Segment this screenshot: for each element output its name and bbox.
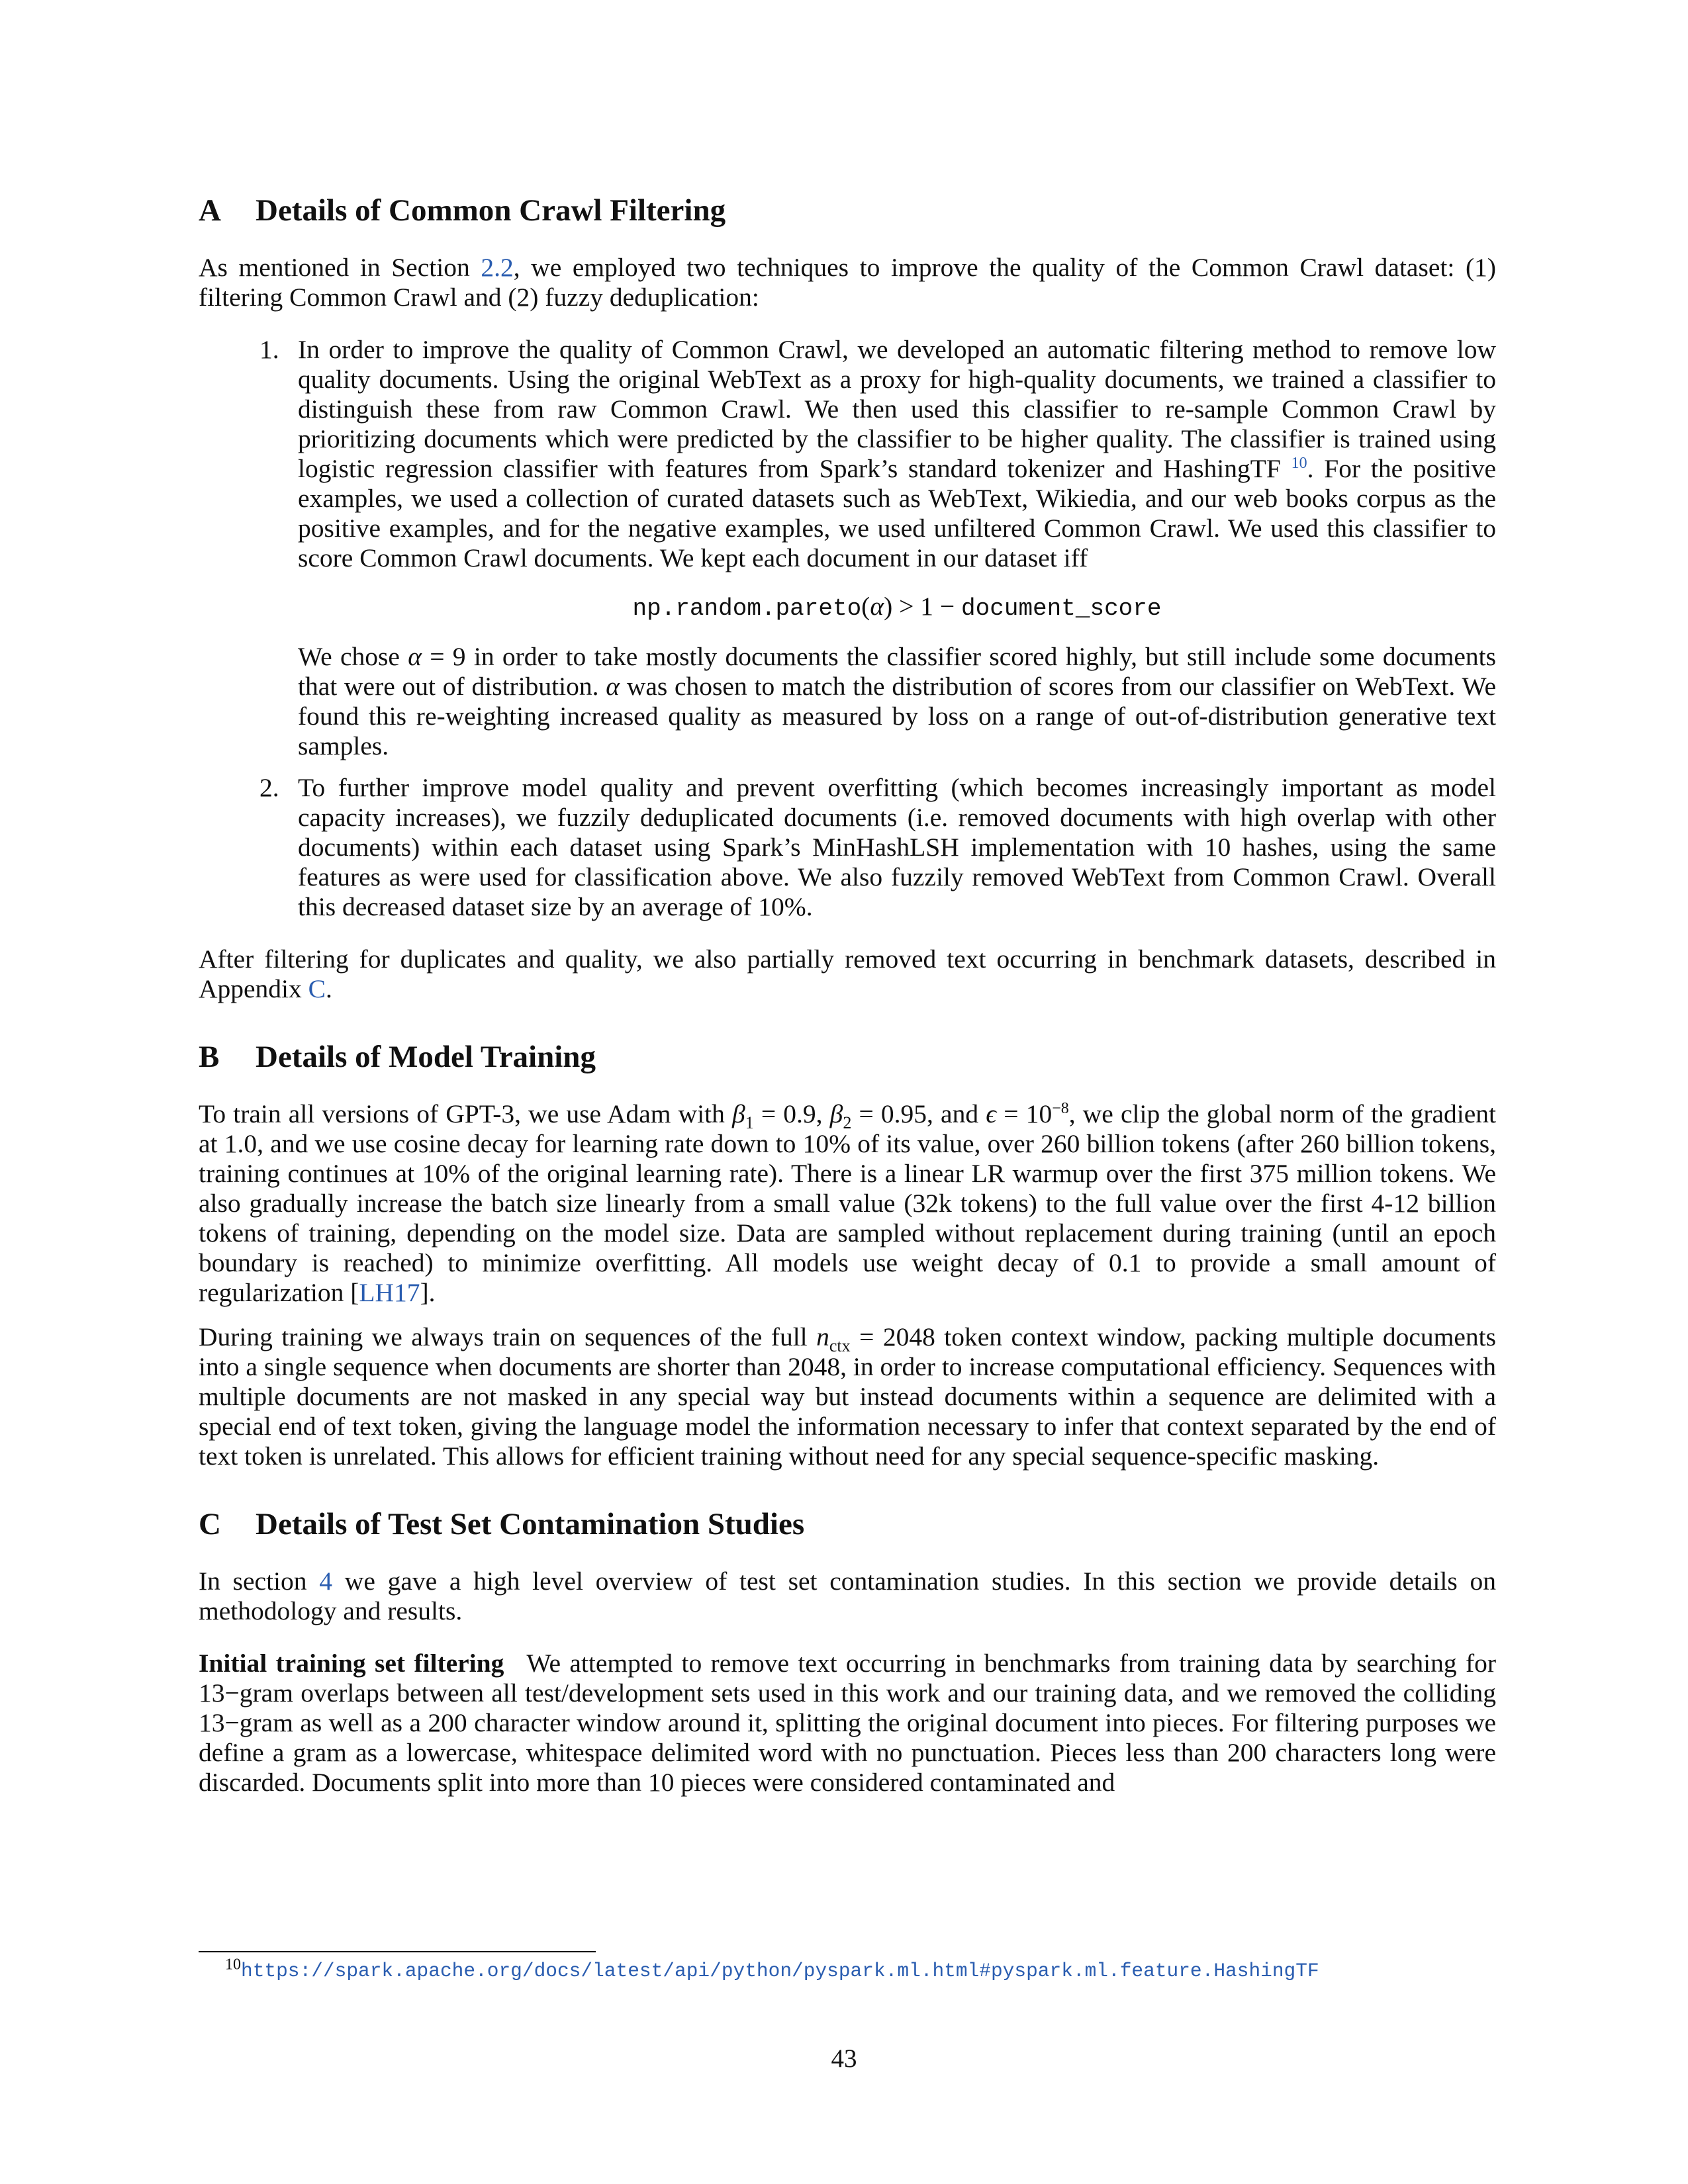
- section-b-title: Details of Model Training: [256, 1040, 596, 1074]
- c-p1-post: we gave a high level overview of test set contamination studies. In this section we provide details on methodology and results.: [199, 1567, 1497, 1625]
- beta2-sub: 2: [843, 1113, 852, 1132]
- citation-lh17[interactable]: LH17: [359, 1278, 420, 1307]
- section-link-4[interactable]: 4: [319, 1567, 333, 1596]
- section-b-heading: [199, 1038, 1496, 1075]
- eq-open: (: [861, 592, 870, 621]
- section-link-2-2[interactable]: 2.2: [481, 253, 514, 282]
- item1-after-b: = 9 in order to take mostly documents the classifier scored highly, but still include some documents that were out of distribution.: [298, 642, 1496, 701]
- item1-text: [298, 335, 1496, 573]
- section-a-outro: [199, 944, 1496, 1004]
- minus-sign: −: [224, 1708, 240, 1737]
- filter-equation: [298, 592, 1496, 623]
- outro-text-end: .: [326, 974, 332, 1003]
- list-item: [199, 773, 1496, 922]
- footnote: [225, 1958, 1319, 1984]
- section-b-para-2: [199, 1322, 1496, 1471]
- epsilon-exp: −8: [1052, 1099, 1069, 1117]
- footnote-ref-10[interactable]: 10: [1291, 454, 1307, 472]
- outro-text: After filtering for duplicates and quality, we also partially removed text occurring in benchmark datasets, described in Appendix: [199, 944, 1496, 1003]
- section-c-number: C: [199, 1507, 221, 1541]
- appendix-link-c[interactable]: C: [308, 974, 326, 1003]
- beta1-val: = 0.9,: [753, 1099, 830, 1128]
- beta2-val: = 0.95, and: [851, 1099, 986, 1128]
- c-p2-b: gram overlaps between all test/development sets used in this work and our training data, and we removed the colliding 13: [199, 1678, 1496, 1737]
- epsilon-symbol: ϵ: [986, 1099, 997, 1128]
- b-p1-a: To train all versions of GPT-3, we use Adam with: [199, 1099, 733, 1128]
- list-item: [199, 335, 1496, 761]
- item1-after: [298, 642, 1496, 761]
- c-p2-a: We attempted to remove text occurring in benchmarks from training data by searching for 13: [199, 1649, 1496, 1707]
- section-a-number: A: [199, 193, 221, 228]
- beta1-symbol: β: [732, 1099, 745, 1128]
- section-c-para-2: [199, 1649, 1496, 1797]
- b-p2-b: token context window, packing multiple documents into a single sequence when documents are shorter than 2048, in order to increase computational efficiency. Sequences with multiple documents are not masked in any special way but instead documents within a sequence are delimited with a special end of text token, giving the language model the information necessary to infer that context separated by the end of text token is unrelated. This allows for efficient training without need for any special sequence-specific masking.: [199, 1322, 1497, 1471]
- section-b-number: B: [199, 1040, 220, 1074]
- section-a-heading: [199, 192, 1496, 229]
- eq-rhs: document_score: [961, 595, 1162, 622]
- section-a-intro: [199, 253, 1496, 312]
- item1-after-c: was chosen to match the distribution of scores from our classifier on WebText. We found this re-weighting increased quality as measured by loss on a range of out-of-distribution generative text samples.: [298, 672, 1496, 760]
- item1-pre: In order to improve the quality of Common Crawl, we developed an automatic filtering method to remove low quality documents. Using the original WebText as a proxy for high-quality documents, we trained a classifier to distinguish these from raw Common Crawl. We then used this classifier to re-sample Common Crawl by prioritizing documents which were predicted by the classifier to be higher quality. The classifier is trained using logistic regression classifier with features from Spark’s standard tokenizer and HashingTF: [298, 335, 1496, 483]
- c-p1-pre: In section: [199, 1567, 320, 1596]
- nctx-val: = 2048: [850, 1322, 935, 1351]
- eq-func: np.random.pareto: [632, 595, 862, 622]
- page-number: 43: [831, 2044, 857, 2073]
- c-p2-c: gram as well as a 200 character window around it, splitting the original document into pieces. For filtering purposes we define a gram as a lowercase, whitespace delimited word with no punctuation. Pieces less than 200 characters long were discarded. Documents split into more than 10 pieces were considered contaminated and: [199, 1708, 1496, 1797]
- eq-alpha: α: [870, 592, 884, 621]
- section-c-heading: [199, 1506, 1496, 1543]
- section-c-para-1: [199, 1567, 1496, 1626]
- paper-page: [199, 192, 1496, 1797]
- footnote-rule: [199, 1951, 596, 1952]
- b-p2-a: During training we always train on sequences of the full: [199, 1322, 817, 1351]
- intro-text: As mentioned in Section: [199, 253, 481, 282]
- b-p1-c: ].: [420, 1278, 436, 1307]
- filtering-list: [199, 335, 1496, 922]
- eq-close: ): [884, 592, 893, 621]
- list-item-number: 1.: [259, 335, 279, 364]
- list-item-number: 2.: [259, 773, 279, 802]
- minus-sign: −: [224, 1678, 240, 1707]
- item1-after-a: We chose: [298, 642, 408, 671]
- b-p1-b: , we clip the global norm of the gradient at 1.0, and we use cosine decay for learning rate down to 10% of its value, over 260 billion tokens (after 260 billion tokens, training continues at 10% of the original learning rate). There is a linear LR warmup over the first 375 million tokens. We also gradually increase the batch size linearly from a small value (32k tokens) to the full value over the first 4-12 billion tokens of training, depending on the model size. Data are sampled without replacement during training (until an epoch boundary is reached) to minimize overfitting. All models use weight decay of 0.1 to provide a small amount of regularization [: [199, 1099, 1497, 1307]
- footnote-url-link[interactable]: https://spark.apache.org/docs/latest/api/python/pyspark.ml.html#pyspark.ml.feature.HashingTF: [241, 1960, 1319, 1982]
- epsilon-val: = 10: [996, 1099, 1053, 1128]
- section-a-title: Details of Common Crawl Filtering: [256, 193, 726, 228]
- nctx-symbol: n: [816, 1322, 829, 1351]
- footnote-number: 10: [225, 1956, 241, 1974]
- beta1-sub: 1: [745, 1113, 754, 1132]
- eq-rel: > 1 −: [892, 592, 962, 621]
- item2-text: To further improve model quality and prevent overfitting (which becomes increasingly important as model capacity increases), we fuzzily deduplicated documents (i.e. removed documents with high overlap with other documents) within each dataset using Spark’s MinHashLSH implementation with 10 hashes, using the same features as were used for classification above. We also fuzzily removed WebText from Common Crawl. Overall this decreased dataset size by an average of 10%.: [298, 773, 1496, 921]
- section-b-para-1: [199, 1099, 1496, 1308]
- alpha-symbol: α: [606, 672, 620, 701]
- section-c-title: Details of Test Set Contamination Studies: [256, 1507, 805, 1541]
- paragraph-heading: Initial training set filtering: [199, 1649, 504, 1678]
- item1-post: . For the positive examples, we used a collection of curated datasets such as WebText, Wikiedia, and our web books corpus as the positive examples, and for the negative examples, we used unfiltered Common Crawl. We used this classifier to score Common Crawl documents. We kept each document in our dataset iff: [298, 454, 1496, 572]
- alpha-symbol: α: [408, 642, 422, 671]
- intro-text-cont: , we employed two techniques to improve the quality of the Common Crawl dataset: (1) filtering Common Crawl and (2) fuzzy deduplication:: [199, 253, 1496, 312]
- nctx-sub: ctx: [829, 1336, 851, 1355]
- beta2-symbol: β: [829, 1099, 843, 1128]
